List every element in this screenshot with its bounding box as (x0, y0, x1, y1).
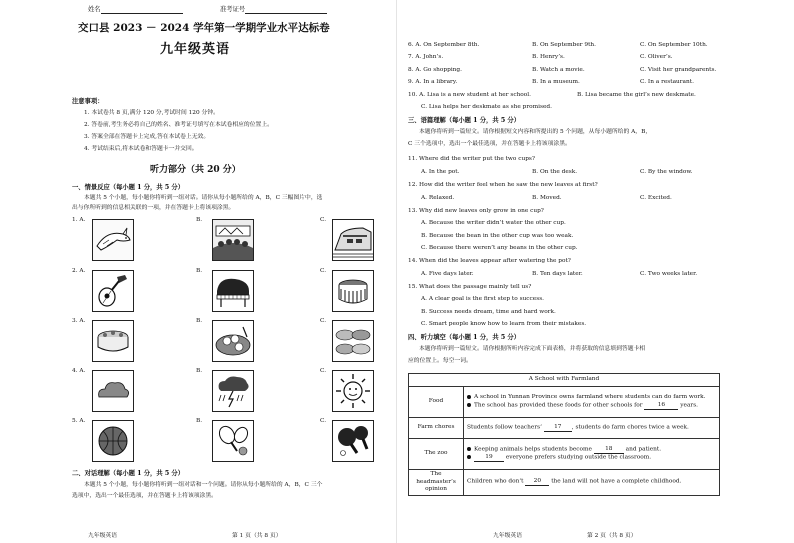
zoo-cell: Keeping animals helps students become 18 and patient. 19 everyone prefers studying outside the classroom. (464, 439, 720, 470)
option-label: C. (320, 318, 327, 324)
footer-page-number: 第 2 页（共 8 页） (587, 533, 637, 539)
question-9-b: B. In a museum. (532, 79, 580, 85)
piano-icon (212, 270, 254, 312)
question-14: 14. When did the leaves appear after watering the pot? (408, 258, 571, 264)
question-14-a: A. Five days later. (421, 271, 474, 277)
footer-subject: 九年级英语 (493, 533, 522, 539)
option-label: 4. A. (72, 368, 86, 374)
option-label: 1. A. (72, 217, 86, 223)
question-13-b: B. Because the bean in the other cup was too weak. (421, 233, 574, 239)
section-4-title: 四、听力填空（每小题 1 分，共 5 分） (408, 334, 520, 341)
train-icon (332, 219, 374, 261)
exam-title: 交口县 2023 － 2024 学年第一学期学业水平达标卷 (78, 22, 330, 34)
farmland-table (408, 373, 720, 496)
section-2-desc: 本题共 5 个小题，每小题你将听到一组对话和一个问题。请你从每小题所给的 A，B，C 三个 (84, 482, 323, 488)
question-14-c: C. Two weeks later. (640, 271, 698, 277)
footer-subject: 九年级英语 (88, 533, 117, 539)
cloud-icon (92, 370, 134, 412)
section-3-title: 三、语篇理解（每小题 1 分，共 5 分） (408, 117, 520, 124)
question-11-a: A. In the pot. (421, 169, 460, 175)
concert-icon (212, 219, 254, 261)
bullet-icon (467, 395, 471, 399)
note-2: 2. 答卷前,考生务必将自己的姓名、准考证号填写在本试卷相应的位置上。 (84, 122, 273, 128)
dishes-icon (332, 320, 374, 362)
fish-icon (92, 219, 134, 261)
bullet-icon (467, 447, 471, 451)
question-10-a: 10. A. Lisa is a new student at her school. (408, 92, 531, 98)
question-8-b: B. Watch a movie. (532, 67, 585, 73)
question-10-c: C. Lisa helps her deskmate as she promised. (421, 104, 552, 110)
blank-16[interactable]: 16 (644, 402, 678, 410)
table-title: A School with Farmland (409, 374, 720, 387)
question-10-b: B. Lisa became the girl’s new deskmate. (577, 92, 696, 98)
section-1-title: 一、情景反应（每小题 1 分，共 5 分） (72, 184, 184, 191)
option-label: 3. A. (72, 318, 86, 324)
question-6-b: B. On September 9th. (532, 42, 596, 48)
note-1: 1. 本试卷共 8 页,满分 120 分,考试时间 120 分钟。 (84, 110, 219, 116)
option-label: B. (196, 318, 203, 324)
question-11: 11. Where did the writer put the two cups? (408, 156, 535, 162)
note-3: 3. 答案全部在答题卡上完成,答在本试卷上无效。 (84, 134, 210, 140)
option-label: B. (196, 268, 203, 274)
farm-chores-cell: Students follow teachers’ 17 , students do farm chores twice a week. (464, 418, 720, 439)
blank-17[interactable]: 17 (544, 424, 572, 432)
notes-title: 注意事项： (72, 98, 104, 105)
section-2-title: 二、对话理解（每小题 1 分，共 5 分） (72, 470, 184, 477)
exam-page-2 (397, 0, 794, 543)
section-2-desc: 选项中，选出一个最佳选项，并在答题卡上将该项涂黑。 (72, 493, 217, 499)
question-12: 12. How did the writer feel when he saw the new leaves at first? (408, 182, 598, 188)
table-row (409, 418, 720, 439)
row-label-farm-chores: Farm chores (409, 418, 464, 439)
question-11-b: B. On the desk. (532, 169, 578, 175)
question-8-a: 8. A. Go shopping. (408, 67, 462, 73)
dumplings-icon (212, 320, 254, 362)
tennis-icon (212, 420, 254, 462)
question-13: 13. Why did new leaves only grow in one cup? (408, 208, 544, 214)
question-15: 15. What does the passage mainly tell us? (408, 284, 532, 290)
question-15-a: A. A clear goal is the first step to success. (421, 296, 545, 302)
option-label: B. (196, 217, 203, 223)
question-12-a: A. Relaxed. (421, 195, 455, 201)
pingpong-icon (332, 420, 374, 462)
section-4-desc: 本题你将听到一篇短文。请你根据所听内容完成下面表格，并将获取的信息填到答题卡相 (419, 346, 646, 352)
question-14-b: B. Ten days later. (532, 271, 583, 277)
blank-19[interactable]: 19 (474, 454, 504, 462)
section-1-desc: 出与你所听到的信息相关联的一项，并在答题卡上将该项涂黑。 (72, 205, 235, 211)
question-7-c: C. Oliver’s. (640, 54, 673, 60)
option-label: 5. A. (72, 418, 86, 424)
row-label-zoo: The zoo (409, 439, 464, 470)
option-label: C. (320, 368, 327, 374)
mooncake-icon (332, 270, 374, 312)
table-row (409, 439, 720, 470)
table-row (409, 470, 720, 496)
question-7-a: 7. A. John’s. (408, 54, 444, 60)
option-label: B. (196, 418, 203, 424)
question-15-b: B. Success needs dream, time and hard work. (421, 309, 556, 315)
section-1-desc: 本题共 5 个小题，每小题你将听到一组对话。请你从每小题所给的 A，B，C 三幅图片中，选 (84, 195, 323, 201)
exam-id-label: 准考证号 (220, 6, 246, 13)
footer-page-number: 第 1 页（共 8 页） (232, 533, 282, 539)
option-label: 2. A. (72, 268, 86, 274)
note-4: 4. 考试结束后,将本试卷和答题卡一并交回。 (84, 146, 198, 152)
cake-icon (92, 320, 134, 362)
option-label: C. (320, 418, 327, 424)
question-7-b: B. Henry’s. (532, 54, 565, 60)
question-6-c: C. On September 10th. (640, 42, 708, 48)
food-cell: A school in Yunnan Province owns farmland where students can do farm work. The school has provided these foods for other schools for 16 years. (464, 387, 720, 418)
bullet-icon (467, 455, 471, 459)
opinion-cell: Children who don’t 20 the land will not have a complete childhood. (464, 470, 720, 496)
row-label-opinion: The headmaster’s opinion (409, 470, 464, 496)
question-13-c: C. Because there weren’t any beans in the other cup. (421, 245, 578, 251)
listening-title: 听力部分（共 20 分） (150, 165, 241, 175)
bullet-icon (467, 403, 471, 407)
question-15-c: C. Smart people know how to learn from their mistakes. (421, 321, 587, 327)
question-9-c: C. In a restaurant. (640, 79, 694, 85)
question-12-c: C. Excited. (640, 195, 672, 201)
question-6-a: 6. A. On September 8th. (408, 42, 480, 48)
question-8-c: C. Visit her grandparents. (640, 67, 717, 73)
storm-icon (212, 370, 254, 412)
name-field (88, 6, 183, 14)
table-row (409, 387, 720, 418)
sun-icon (332, 370, 374, 412)
row-label-food: Food (409, 387, 464, 418)
section-3-desc: C 三个选项中，选出一个最佳选项，并在答题卡上将该项涂黑。 (408, 141, 571, 147)
option-label: C. (320, 217, 327, 223)
blank-18[interactable]: 18 (594, 446, 624, 454)
question-12-b: B. Moved. (532, 195, 562, 201)
option-label: C. (320, 268, 327, 274)
blank-20[interactable]: 20 (525, 478, 549, 486)
guitar-icon (92, 270, 134, 312)
exam-subtitle: 九年级英语 (160, 42, 231, 57)
section-3-desc: 本题你将听到一篇短文。请你根据短文内容和所提出的 5 个问题，从每小题所给的 A，B， (419, 129, 652, 135)
question-11-c: C. By the window. (640, 169, 693, 175)
question-13-a: A. Because the writer didn’t water the other cup. (421, 220, 566, 226)
basketball-icon (92, 420, 134, 462)
section-4-desc: 应的位置上。每空一词。 (408, 358, 472, 364)
exam-id-field (220, 6, 327, 14)
option-label: B. (196, 368, 203, 374)
name-label: 姓名 (88, 6, 101, 13)
table-row (409, 374, 720, 387)
question-9-a: 9. A. In a library. (408, 79, 458, 85)
